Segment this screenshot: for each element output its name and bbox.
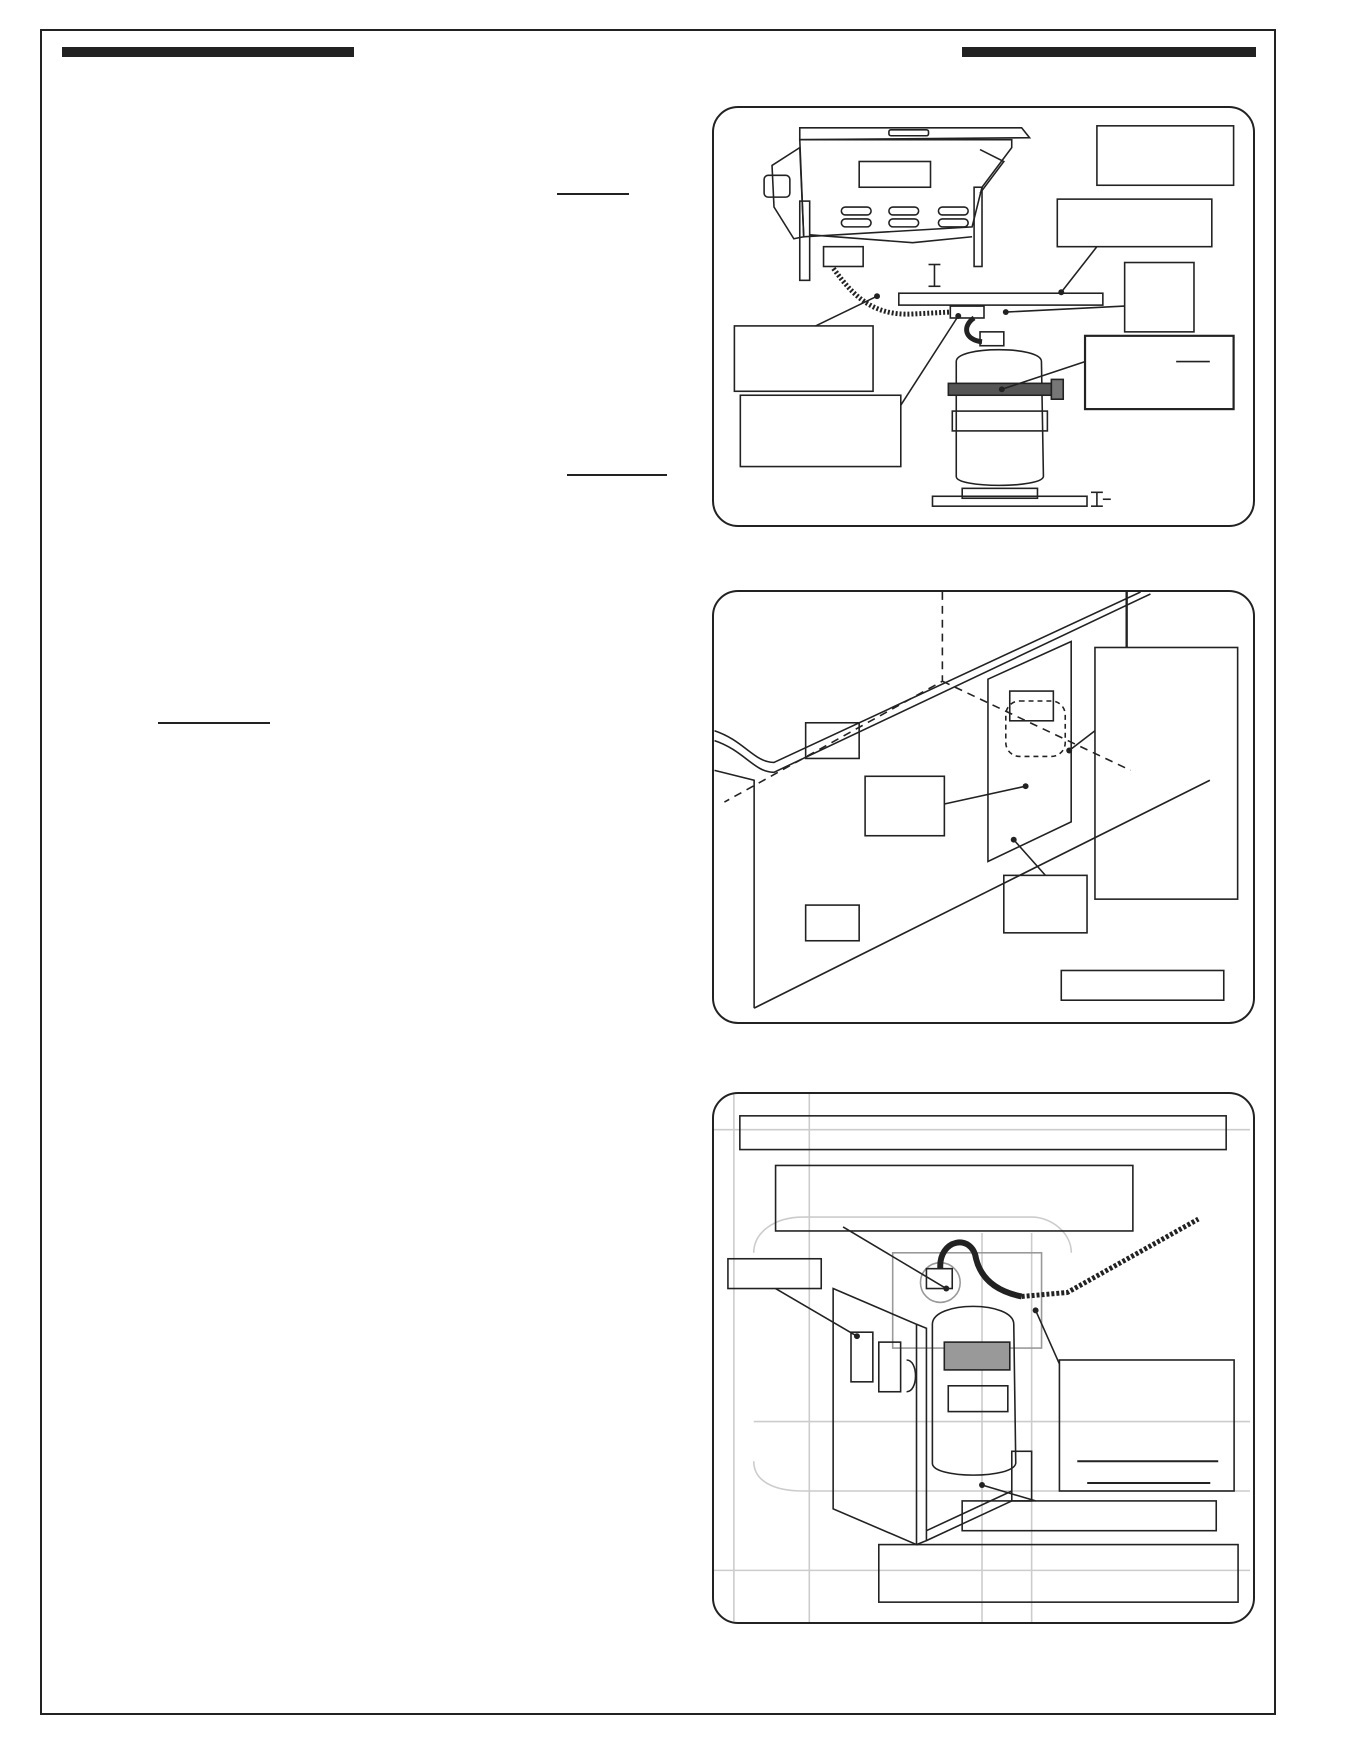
header-bar-right xyxy=(962,47,1256,57)
text-underline-3 xyxy=(158,722,270,724)
figure-3-drawing xyxy=(714,1094,1253,1622)
text-underline-1 xyxy=(557,193,629,195)
figure-2-island-access-panel xyxy=(712,590,1255,1024)
figure-3-tank-drawer-installation xyxy=(712,1092,1255,1624)
figure-1-drawing xyxy=(714,108,1253,525)
figure-2-drawing xyxy=(714,592,1253,1022)
figure-1-grill-tank-side-view xyxy=(712,106,1255,527)
header-bar-left xyxy=(62,47,354,57)
text-underline-2 xyxy=(567,474,667,476)
